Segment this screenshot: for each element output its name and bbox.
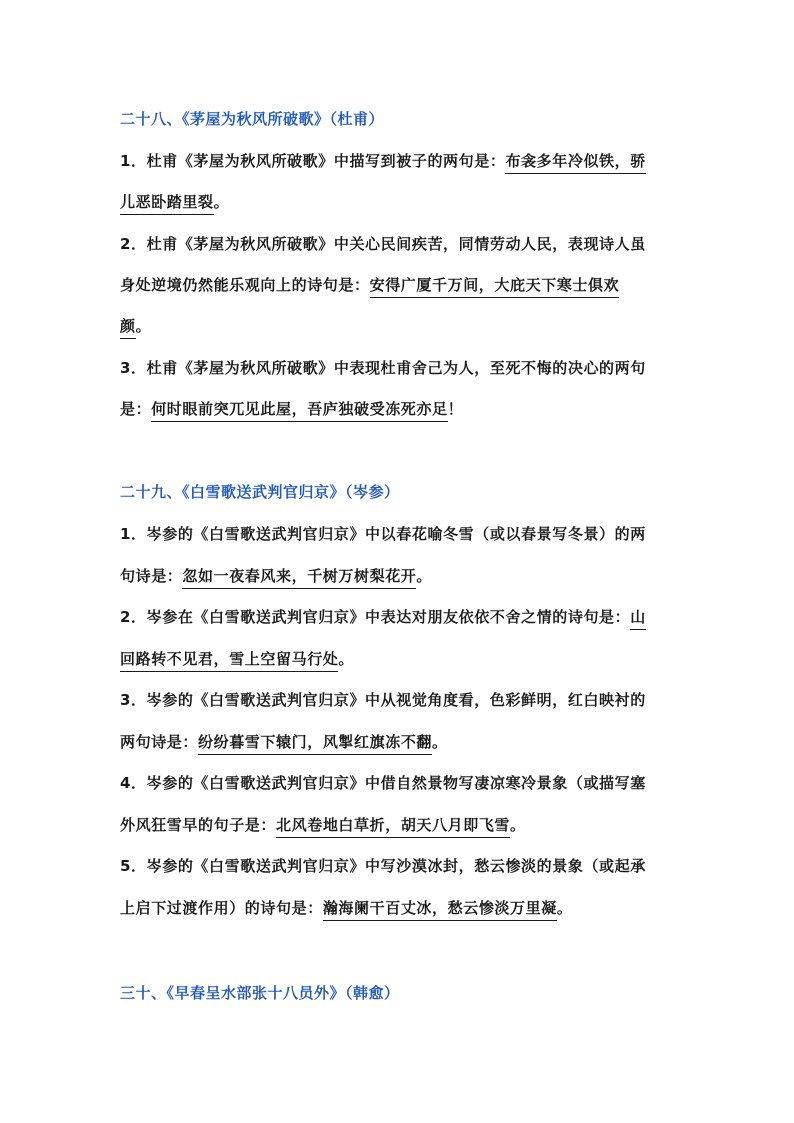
question-29-2-line-2 [120,648,354,669]
question-text: 身处逆境仍然能乐观向上的诗句是： [120,276,370,294]
question-text: 2．岑参在《白雪歌送武判官归京》中表达对朋友依依不舍之情的诗句是： [120,608,631,626]
answer-text: 纷纷暮雪下辕门，风掣红旗冻不翻 [198,733,432,755]
question-29-4-line-1 [120,772,646,793]
question-29-3-line-1 [120,689,646,710]
question-28-2-line-3 [120,315,151,336]
answer-text: 何时眼前突兀见此屋，吾庐独破受冻死亦足 [151,400,447,422]
question-text: 两句诗是： [120,733,199,751]
question-28-1-line-2 [120,191,229,212]
question-29-4-line-2 [120,814,526,835]
question-29-1-line-2 [120,565,432,586]
punctuation: 。 [338,650,355,668]
answer-text: 回路转不见君，雪上空留马行处 [120,650,338,672]
question-text: 上启下过渡作用）的诗句是： [120,899,323,917]
answer-text: 北风卷地白草折，胡天八月即飞雪 [276,816,510,838]
question-text: 句诗是： [120,567,183,585]
answer-text: 颜 [120,317,136,339]
question-29-1-line-1 [120,523,646,544]
answer-text: 布衾多年冷似铁，骄 [505,152,645,174]
question-text: 3．杜甫《茅屋为秋风所破歌》中表现杜甫舍己为人，至死不悔的决心的两句 [120,359,646,377]
question-29-5-line-1 [120,855,646,876]
answer-text: 山 [630,608,646,630]
question-29-2-line-1 [120,606,646,627]
question-text: 外风狂雪早的句子是： [120,816,277,834]
question-text: 1．杜甫《茅屋为秋风所破歌》中描写到被子的两句是： [120,152,506,170]
question-28-3-line-2 [120,398,463,419]
question-text: 3．岑参的《白雪歌送武判官归京》中从视觉角度看，色彩鲜明，红白映衬的 [120,691,646,709]
answer-text: 儿恶卧踏里裂 [120,193,214,215]
question-29-3-line-2 [120,731,448,752]
punctuation: 。 [213,193,230,211]
punctuation: 。 [432,733,448,751]
section-heading-30: 三十、《早春呈水部张十八员外》（韩愈） [120,984,400,1002]
answer-text: 忽如一夜春风来，千树万树梨花开 [182,567,416,589]
question-text: 是： [120,400,152,418]
question-29-5-line-2 [120,897,572,918]
question-28-1-line-1 [120,150,646,171]
question-text: 1．岑参的《白雪歌送武判官归京》中以春花喻冬雪（或以春景写冬景）的两 [120,525,646,543]
question-text: 4．岑参的《白雪歌送武判官归京》中借自然景物写凄凉寒冷景象（或描写塞 [120,774,646,792]
question-28-2-line-2 [120,274,619,295]
punctuation: 。 [135,317,152,335]
punctuation: 。 [416,567,433,585]
punctuation: 。 [556,899,573,917]
question-text: 2．杜甫《茅屋为秋风所破歌》中关心民间疾苦，同情劳动人民，表现诗人虽 [120,235,646,253]
section-heading-29: 二十九、《白雪歌送武判官归京》（岑参） [120,483,400,501]
section-heading-28: 二十八、《茅屋为秋风所破歌》（杜甫） [120,110,385,128]
question-text: 5．岑参的《白雪歌送武判官归京》中写沙漠冰封，愁云惨淡的景象（或起承 [120,857,646,875]
answer-text: 安得广厦千万间，大庇天下寒士俱欢 [370,276,620,298]
answer-text: 瀚海阑干百丈冰，愁云惨淡万里凝 [323,899,557,921]
punctuation: ！ [447,400,464,418]
question-28-2-line-1 [120,233,646,254]
question-28-3-line-1 [120,357,646,378]
punctuation: 。 [510,816,526,834]
